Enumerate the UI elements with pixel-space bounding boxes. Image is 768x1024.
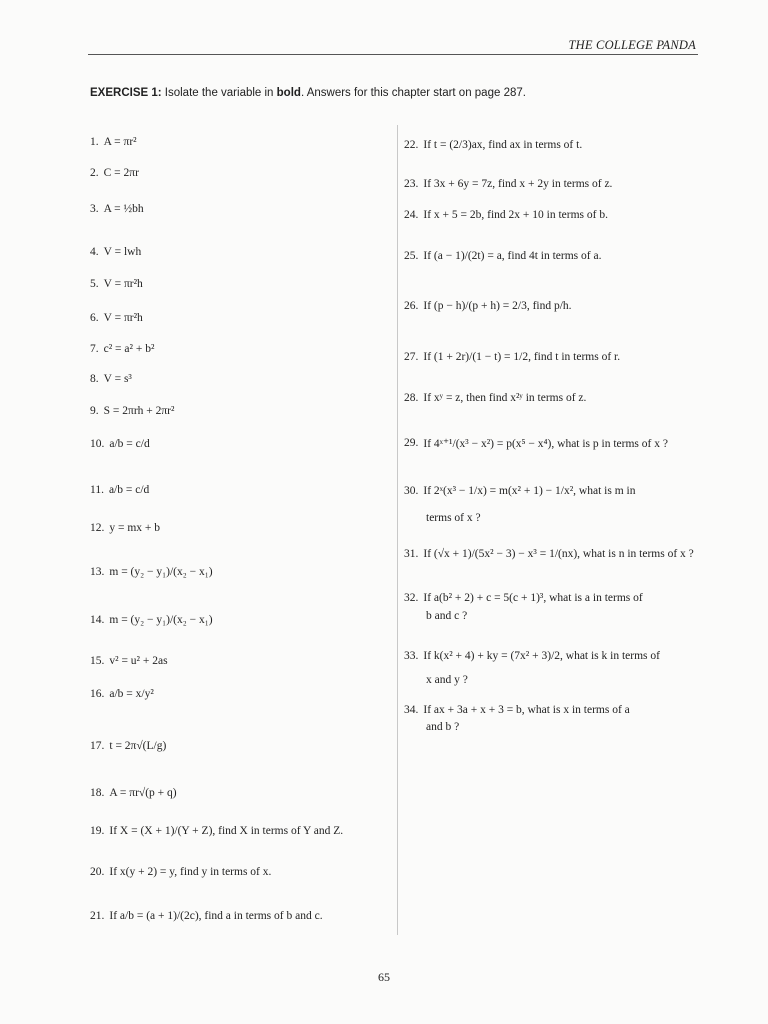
exercise-text: m = (y₂ − y₁)/(x₂ − x₁) [109,566,213,578]
exercise-text: V = lwh [103,246,142,258]
exercise-32 [404,592,643,604]
exercise-number: 28. [404,392,419,404]
exercise-number: 21. [90,910,105,922]
exercise-19 [90,825,343,837]
book-title: THE COLLEGE PANDA [568,38,696,52]
instr-bold-word: bold [276,87,301,99]
exercise-20 [90,866,271,878]
exercise-7 [90,343,154,355]
exercise-25 [404,250,601,262]
exercise-text: a/b = c/d [108,484,150,496]
exercise-number: 2. [90,167,99,179]
exercise-21 [90,910,323,922]
exercise-text: a/b = c/d [109,438,150,450]
exercise-30 [404,485,635,497]
exercise-number: 24. [404,209,419,221]
exercise-1 [90,136,137,148]
header-rule [88,54,698,55]
exercise-number: 5. [90,278,99,290]
exercise-5 [90,278,143,290]
exercise-text-continued: b and c ? [426,610,468,622]
exercise-12 [90,522,160,534]
exercise-text: If 2ˣ(x³ − 1/x) = m(x² + 1) − 1/x², what is m in [423,485,636,497]
exercise-text: If t = (2/3)ax, find ax in terms of t. [423,139,583,151]
exercise-17 [90,740,166,752]
exercise-number: 20. [90,866,105,878]
exercise-text: A = πr√(p + q) [109,787,177,799]
exercise-10 [90,438,150,450]
exercise-text: If k(x² + 4) + ky = (7x² + 3)/2, what is k in terms of [423,650,660,662]
exercise-text: y = mx + b [109,522,161,534]
exercise-number: 8. [90,373,99,385]
exercise-8 [90,373,132,385]
exercise-23 [404,178,612,190]
exercise-text: If x(y + 2) = y, find y in terms of x. [109,866,272,878]
exercise-number: 25. [404,250,419,262]
exercise-instructions [90,87,526,99]
exercise-number: 15. [90,655,105,667]
exercise-text: m = (y₂ − y₁)/(x₂ − x₁) [109,614,213,626]
exercise-number: 29. [404,437,419,449]
exercise-text: If 3x + 6y = 7z, find x + 2y in terms of z. [423,178,613,190]
instr-text-b: . Answers for this chapter start on page 287. [300,87,526,99]
exercise-number: 12. [90,522,105,534]
exercise-27 [404,351,620,363]
exercise-number: 32. [404,592,419,604]
exercise-text-continued: and b ? [426,721,460,733]
exercise-text: If (p − h)/(p + h) = 2/3, find p/h. [423,300,572,312]
exercise-number: 22. [404,139,419,151]
exercise-number: 30. [404,485,419,497]
exercise-16 [90,688,154,700]
exercise-number: 19. [90,825,105,837]
exercise-number: 27. [404,351,419,363]
instr-text-a: Isolate the variable in [161,87,277,99]
exercise-number: 34. [404,704,419,716]
exercise-text: V = πr²h [103,312,143,324]
exercise-15 [90,655,168,667]
exercise-text: C = 2πr [103,167,139,179]
exercise-text: If xʸ = z, then find x²ʸ in terms of z. [423,392,587,404]
exercise-text-continued: x and y ? [426,674,468,686]
exercise-text: If (√x + 1)/(5x² − 3) − x³ = 1/(nx), what is n in terms of x ? [423,548,694,560]
exercise-text: If ax + 3a + x + 3 = b, what is x in terms of a [423,704,630,716]
exercise-number: 26. [404,300,419,312]
exercise-text: v² = u² + 2as [109,655,168,667]
exercise-number: 33. [404,650,419,662]
exercise-number: 13. [90,566,105,578]
exercise-33 [404,650,660,662]
exercise-2 [90,167,139,179]
exercise-3 [90,203,144,215]
exercise-number: 31. [404,548,419,560]
exercise-text: If x + 5 = 2b, find 2x + 10 in terms of b. [423,209,608,221]
exercise-text: V = s³ [103,373,132,385]
exercise-14 [90,614,213,626]
exercise-33-continued [426,674,468,686]
exercise-text: If X = (X + 1)/(Y + Z), find X in terms of Y and Z. [109,825,344,837]
exercise-number: 23. [404,178,419,190]
exercise-13 [90,566,213,578]
exercise-number: 1. [90,136,99,148]
page-number: 65 [378,970,390,984]
exercise-24 [404,209,608,221]
exercise-34-continued [426,721,459,733]
exercise-text: V = πr²h [103,278,143,290]
exercise-6 [90,312,143,324]
exercise-32-continued [426,610,467,622]
exercise-text-continued: terms of x ? [426,512,481,524]
exercise-text: A = ½bh [103,203,144,215]
exercise-34 [404,704,630,716]
exercise-number: 7. [90,343,99,355]
exercise-number: 17. [90,740,105,752]
exercise-text: If (1 + 2r)/(1 − t) = 1/2, find t in terms of r. [423,351,621,363]
exercise-text: t = 2π√(L/g) [109,740,167,752]
exercise-18 [90,787,177,799]
exercise-text: If a/b = (a + 1)/(2c), find a in terms of b and c. [109,910,323,922]
exercise-number: 10. [90,438,105,450]
exercise-text: a/b = x/y² [109,688,154,700]
exercise-label: EXERCISE 1: [90,87,162,99]
exercise-number: 9. [90,405,99,417]
exercise-text: If 4ˣ⁺¹/(x³ − x²) = p(x⁵ − x⁴), what is p in terms of x ? [423,438,668,450]
exercise-number: 3. [90,203,99,215]
exercise-text: c² = a² + b² [103,343,155,355]
column-divider [397,125,398,935]
exercise-number: 11. [90,484,104,496]
exercise-26 [404,300,572,312]
exercise-4 [90,246,141,258]
exercise-number: 6. [90,312,99,324]
exercise-text: If (a − 1)/(2t) = a, find 4t in terms of a. [423,250,602,262]
exercise-text: A = πr² [103,136,137,148]
exercise-text: If a(b² + 2) + c = 5(c + 1)³, what is a in terms of [423,592,643,604]
exercise-text: S = 2πrh + 2πr² [103,405,175,417]
exercise-22 [404,139,582,151]
exercise-number: 4. [90,246,99,258]
exercise-number: 14. [90,614,105,626]
exercise-number: 18. [90,787,105,799]
exercise-9 [90,405,174,417]
exercise-30-continued [426,512,481,524]
exercise-31 [404,548,694,560]
exercise-28 [404,392,586,404]
exercise-29 [404,436,668,450]
exercise-number: 16. [90,688,105,700]
exercise-11 [90,484,149,496]
